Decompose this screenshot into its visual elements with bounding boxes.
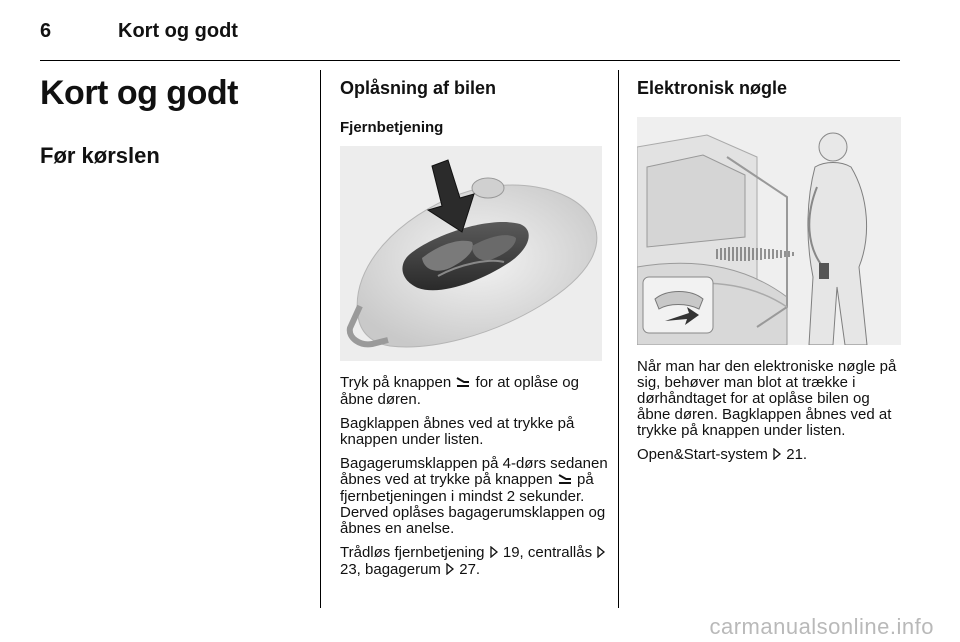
page-reference-icon	[489, 546, 499, 562]
text-run: 19, centrallås	[502, 544, 593, 561]
remote-key-icon	[340, 146, 602, 361]
paragraph	[637, 447, 902, 464]
text-run: Tryk på knappen	[340, 374, 452, 391]
text-run: 27.	[459, 561, 481, 578]
unlock-button-icon	[455, 376, 471, 392]
paragraph	[340, 456, 608, 537]
electronic-key-figure	[637, 117, 901, 345]
page-number: 6	[40, 20, 52, 42]
column-divider	[320, 70, 321, 608]
text-run: Open&Start-system	[637, 446, 768, 463]
paragraph: Når man har den elektroniske nøgle på sig, behøver man blot at trække i dørhåndtaget for at oplåse bilen og åbne døren. Bagklappen åbnes ved at trykke på knappen under listen.	[637, 358, 897, 439]
column-right	[637, 78, 902, 472]
running-title: Kort og godt	[118, 20, 238, 42]
section-heading-unlocking: Oplåsning af bilen	[340, 78, 497, 98]
page-reference-icon	[596, 546, 606, 562]
chapter-title: Kort og godt	[40, 74, 238, 112]
electronic-key-car-door-icon	[637, 117, 901, 345]
text-run: Bagagerumsklappen på 4-dørs sedanen åbnes ved at trykke på knappen	[340, 455, 608, 488]
section-heading-electronic-key: Elektronisk nøgle	[637, 78, 788, 98]
tailgate-button-icon	[557, 473, 573, 489]
subheading-remote-control: Fjernbetjening	[340, 119, 444, 136]
text-run: på fjernbetjeningen i mindst 2 sekunder. Derved oplåses bagagerumsklappen og åbnes en anelse.	[340, 471, 606, 537]
text-run: Trådløs fjernbetjening	[340, 544, 485, 561]
text-run: for at oplåse og åbne døren.	[340, 374, 579, 408]
paragraph	[340, 375, 608, 408]
paragraph	[340, 545, 608, 579]
page-reference-icon	[772, 448, 782, 464]
section-title: Før kørslen	[40, 143, 160, 168]
column-middle	[340, 78, 608, 587]
watermark: carmanualsonline.info	[709, 614, 934, 639]
remote-key-figure	[340, 146, 602, 361]
electronic-key-instructions	[637, 359, 902, 464]
column-divider	[618, 70, 619, 608]
paragraph: Bagklappen åbnes ved at trykke på knappen under listen.	[340, 415, 575, 448]
page-reference-icon	[445, 563, 455, 579]
text-run: 23, bagagerum	[340, 561, 441, 578]
header-rule	[40, 60, 900, 61]
text-run: 21.	[786, 446, 808, 463]
column-left	[40, 74, 310, 169]
remote-instructions	[340, 375, 608, 579]
